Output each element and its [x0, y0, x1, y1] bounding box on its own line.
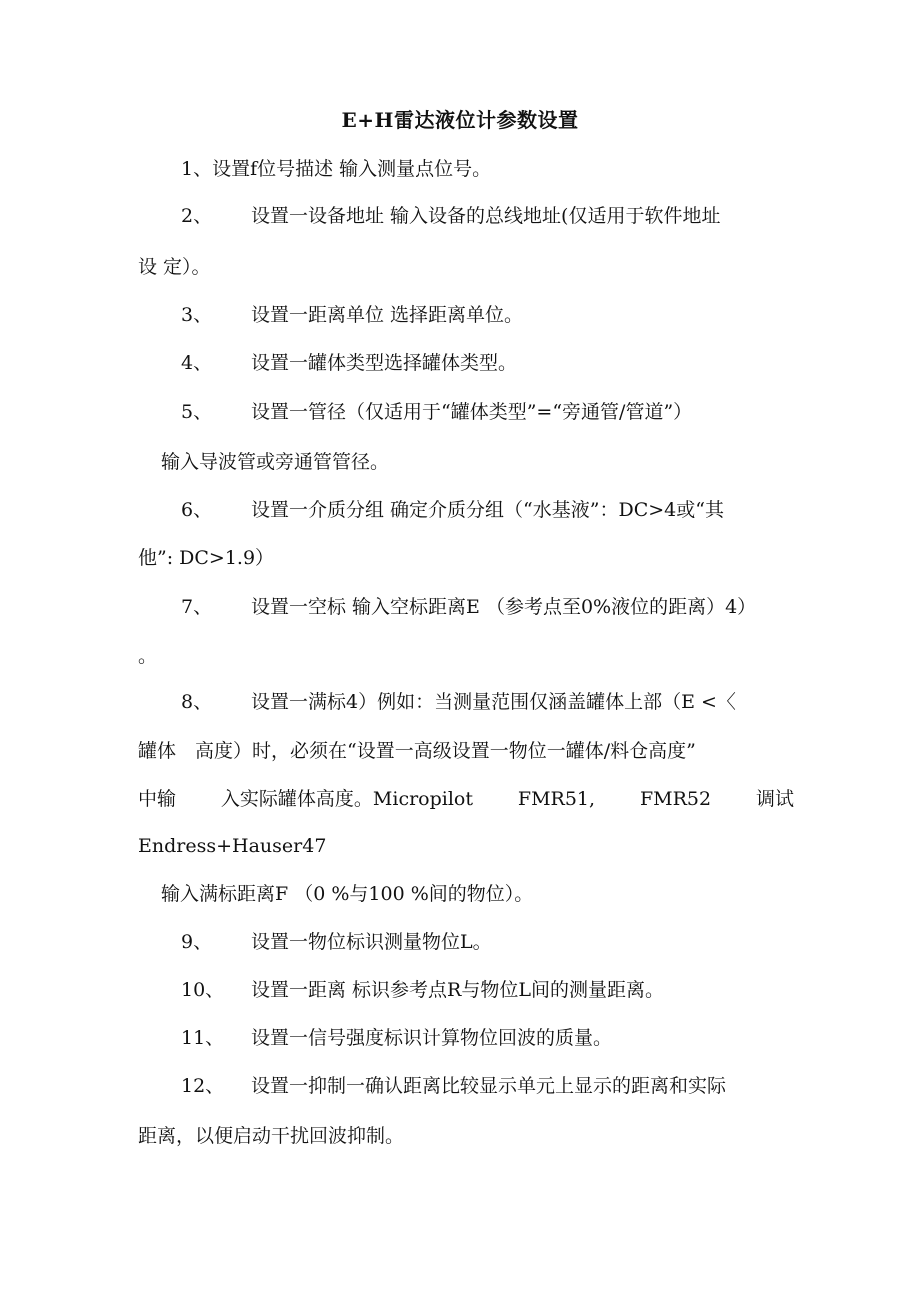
item-11-number: 11、	[181, 1027, 225, 1049]
document-title: E+H雷达液位计参数设置	[341, 108, 579, 132]
justified-segment: 调试	[755, 788, 794, 810]
item-1	[181, 156, 841, 182]
item-3-text: 设置一距离单位 选择距离单位。	[251, 304, 524, 326]
item-4-number: 4、	[181, 352, 213, 374]
item-12-continuation: 距离，以便启动干扰回波抑制。	[138, 1125, 405, 1147]
item-8-continuation-2	[138, 786, 794, 812]
item-11	[181, 1025, 841, 1051]
item-7-continuation: 。	[138, 645, 158, 667]
item-11-text: 设置一信号强度标识计算物位回波的质量。	[251, 1027, 613, 1049]
item-9-number: 9、	[181, 931, 213, 953]
item-10	[181, 977, 841, 1003]
item-8-continuation-3: 输入满标距离F （0 %与100 %间的物位）。	[161, 883, 534, 905]
item-2-continuation: 设 定）。	[138, 256, 211, 278]
item-2-number: 2、	[181, 205, 213, 227]
item-6	[181, 497, 841, 523]
item-10-text: 设置一距离 标识参考点R与物位L间的测量距离。	[251, 979, 664, 1001]
item-12-text: 设置一抑制一确认距离比较显示单元上显示的距离和实际	[251, 1075, 727, 1097]
item-2-text: 设置一设备地址 输入设备的总线地址(仅适用于软件地址	[251, 205, 721, 227]
item-7-text: 设置一空标 输入空标距离E （参考点至0%液位的距离）4）	[251, 596, 757, 618]
item-8-number: 8、	[181, 691, 213, 713]
justified-segment: FMR52	[639, 788, 712, 810]
item-1-text: 1、设置f位号描述 输入测量点位号。	[181, 158, 492, 180]
item-8-text: 设置一满标4）例如：当测量范围仅涵盖罐体上部（E <〈	[251, 691, 736, 713]
item-3	[181, 302, 841, 328]
item-10-number: 10、	[181, 979, 225, 1001]
justified-segment: FMR51,	[517, 788, 596, 810]
item-8	[181, 689, 841, 715]
item-5-continuation: 输入导波管或旁通管管径。	[161, 451, 390, 473]
item-7	[181, 594, 841, 620]
item-2	[181, 203, 841, 229]
item-3-number: 3、	[181, 304, 213, 326]
item-8-continuation-1: 罐体 高度）时，必须在“设置一高级设置一物位一罐体/料仓高度”	[138, 740, 696, 762]
item-5	[181, 399, 841, 425]
item-7-number: 7、	[181, 596, 213, 618]
item-5-number: 5、	[181, 401, 213, 423]
justified-segment: 入实际罐体高度。Micropilot	[220, 788, 473, 810]
item-12	[181, 1073, 841, 1099]
justified-segment: 中输	[138, 788, 177, 810]
page-footer-text: Endress+Hauser47	[138, 835, 327, 857]
item-9-text: 设置一物位标识测量物位L。	[251, 931, 492, 953]
item-4	[181, 350, 841, 376]
item-6-continuation: 他”: DC>1.9）	[138, 547, 275, 569]
item-4-text: 设置一罐体类型选择罐体类型。	[251, 352, 518, 374]
item-6-text: 设置一介质分组 确定介质分组（“水基液”：DC>4或“其	[251, 499, 724, 521]
item-5-text: 设置一管径（仅适用于“罐体类型”=“旁通管/管道”）	[251, 401, 693, 423]
item-9	[181, 929, 841, 955]
item-6-number: 6、	[181, 499, 213, 521]
item-12-number: 12、	[181, 1075, 225, 1097]
